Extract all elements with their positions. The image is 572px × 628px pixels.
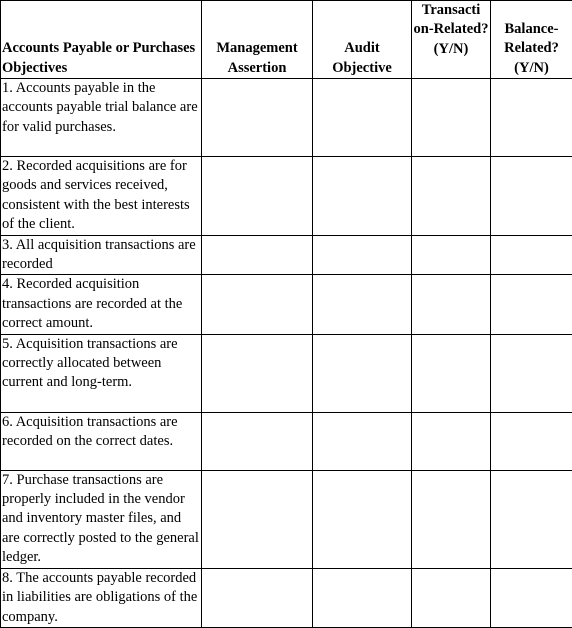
objective-cell: 5. Acquisition transactions are correctly allocated between current and long-term. bbox=[1, 334, 202, 412]
balance-related-cell bbox=[491, 334, 572, 412]
objective-cell: 8. The accounts payable recorded in liabilities are obligations of the company. bbox=[1, 568, 202, 627]
objective-cell: 2. Recorded acquisitions are for goods and services received, consistent with the best interests of the client. bbox=[1, 157, 202, 236]
audit-objective-cell bbox=[313, 275, 412, 334]
assertion-cell bbox=[202, 470, 313, 568]
audit-objective-cell bbox=[313, 157, 412, 236]
transaction-related-cell bbox=[412, 412, 491, 470]
balance-related-cell bbox=[491, 412, 572, 470]
header-objectives: Accounts Payable or Purchases Objectives bbox=[1, 1, 202, 79]
audit-objective-cell bbox=[313, 568, 412, 627]
header-row bbox=[1, 1, 572, 79]
balance-related-cell bbox=[491, 157, 572, 236]
balance-related-cell bbox=[491, 568, 572, 627]
transaction-related-cell bbox=[412, 157, 491, 236]
objective-cell: 3. All acquisition transactions are recorded bbox=[1, 235, 202, 275]
table-row bbox=[1, 235, 572, 275]
transaction-related-cell bbox=[412, 568, 491, 627]
objective-cell: 4. Recorded acquisition transactions are recorded at the correct amount. bbox=[1, 275, 202, 334]
table-row bbox=[1, 568, 572, 627]
header-management-assertion: Management Assertion bbox=[202, 1, 313, 79]
balance-related-cell bbox=[491, 470, 572, 568]
balance-related-cell bbox=[491, 275, 572, 334]
assertion-cell bbox=[202, 79, 313, 157]
assertion-cell bbox=[202, 235, 313, 275]
balance-related-cell bbox=[491, 235, 572, 275]
table-row bbox=[1, 470, 572, 568]
objective-cell: 7. Purchase transactions are properly included in the vendor and inventory master files, and are correctly posted to the general ledger. bbox=[1, 470, 202, 568]
assertion-cell bbox=[202, 157, 313, 236]
table-row bbox=[1, 334, 572, 412]
audit-objective-cell bbox=[313, 470, 412, 568]
transaction-related-cell bbox=[412, 334, 491, 412]
transaction-related-cell bbox=[412, 470, 491, 568]
transaction-related-cell bbox=[412, 79, 491, 157]
assertion-cell bbox=[202, 568, 313, 627]
header-balance-related: Balance-Related? (Y/N) bbox=[491, 1, 572, 79]
table-row bbox=[1, 157, 572, 236]
assertion-cell bbox=[202, 275, 313, 334]
objective-cell: 6. Acquisition transactions are recorded on the correct dates. bbox=[1, 412, 202, 470]
audit-objective-cell bbox=[313, 79, 412, 157]
table-row bbox=[1, 412, 572, 470]
assertion-cell bbox=[202, 334, 313, 412]
transaction-related-cell bbox=[412, 275, 491, 334]
audit-objective-cell bbox=[313, 235, 412, 275]
audit-objective-cell bbox=[313, 412, 412, 470]
balance-related-cell bbox=[491, 79, 572, 157]
objective-cell: 1. Accounts payable in the accounts payable trial balance are for valid purchases. bbox=[1, 79, 202, 157]
audit-objective-cell bbox=[313, 334, 412, 412]
header-transaction-related: Transacti on-Related? (Y/N) bbox=[412, 1, 491, 79]
header-audit-objective: Audit Objective bbox=[313, 1, 412, 79]
assertion-cell bbox=[202, 412, 313, 470]
table-row bbox=[1, 275, 572, 334]
transaction-related-cell bbox=[412, 235, 491, 275]
table-row bbox=[1, 79, 572, 157]
